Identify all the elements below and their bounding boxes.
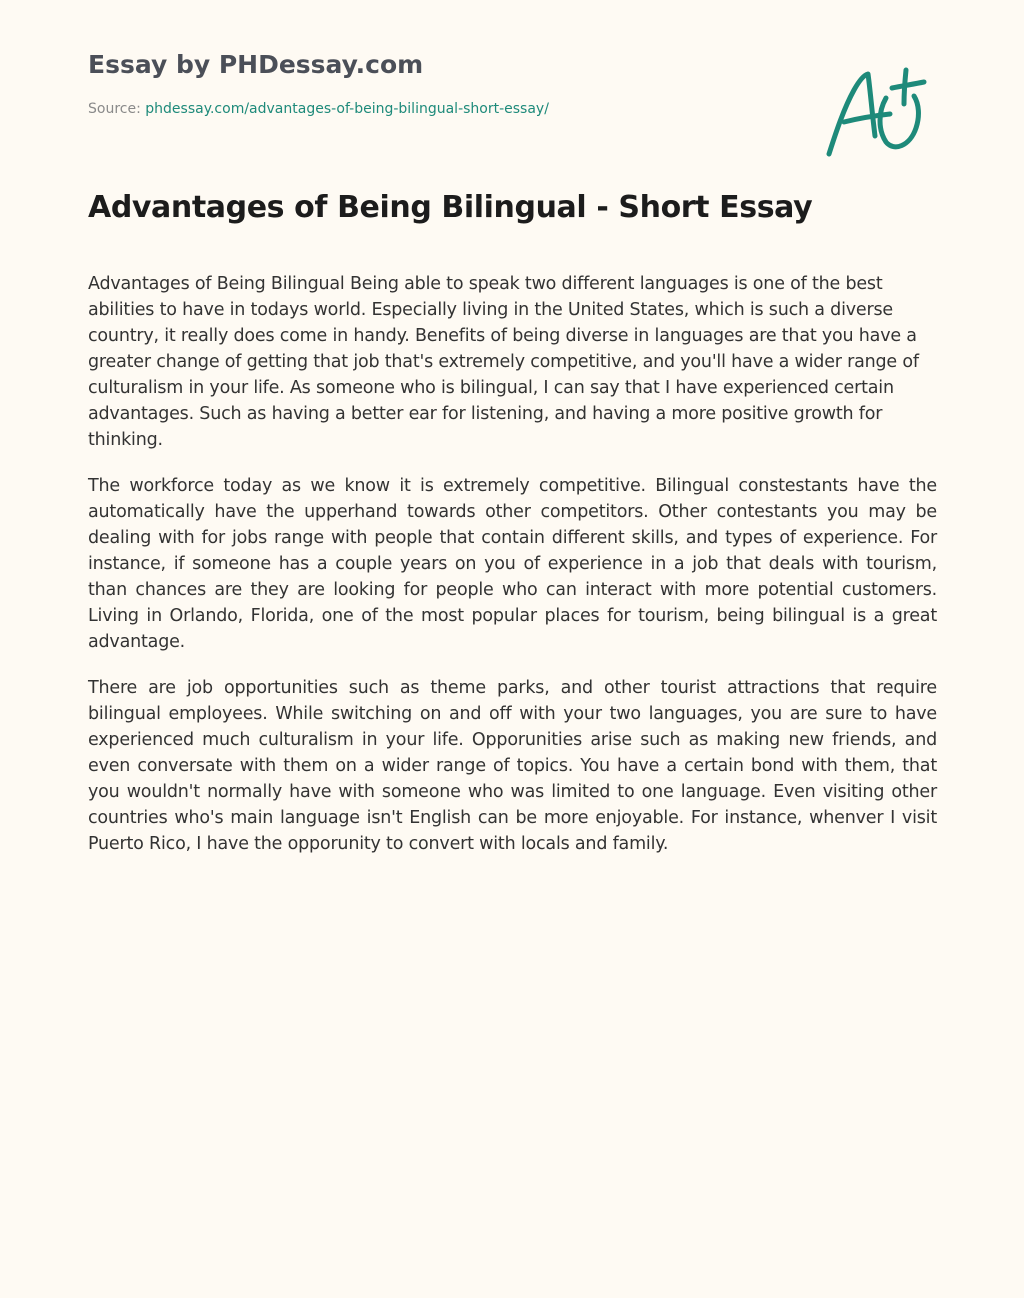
essay-body bbox=[88, 271, 937, 877]
site-brand: Essay by PHDessay.com bbox=[88, 50, 424, 79]
source-line bbox=[88, 101, 549, 117]
a-plus-grade-icon bbox=[822, 62, 930, 162]
essay-paragraph: The workforce today as we know it is extremely competitive. Bilingual constestants have the automatically have the upperhand towards other competitors. Other contestants you may be dealing with for jobs range with people that contain different skills, and types of experience. For instance, if someone has a couple years on you of experience in a job that deals with tourism, than chances are they are looking for people who can interact with more potential customers. Living in Orlando, Florida, one of the most popular places for tourism, being bilingual is a great advantage. bbox=[88, 476, 937, 652]
essay-paragraph: There are job opportunities such as theme parks, and other tourist attractions that require bilingual employees. While switching on and off with your two languages, you are sure to have experienced much culturalism in your life. Opporunities arise such as making new friends, and even conversate with them on a wider range of topics. You have a certain bond with them, that you wouldn't normally have with someone who was limited to one language. Even visiting other countries who's main language isn't English can be more enjoyable. For instance, whenver I visit Puerto Rico, I have the opporunity to convert with locals and family. bbox=[88, 678, 937, 854]
essay-paragraph: Advantages of Being Bilingual Being able to speak two different languages is one of the best abilities to have in todays world. Especially living in the United States, which is such a diverse country, it really does come in handy. Benefits of being diverse in languages are that you have a greater change of getting that job that's extremely competitive, and you'll have a wider range of culturalism in your life. As someone who is bilingual, I can say that I have experienced certain advantages. Such as having a better ear for listening, and having a more positive growth for thinking. bbox=[88, 274, 919, 450]
source-link[interactable]: phdessay.com/advantages-of-being-bilingual-short-essay/ bbox=[145, 101, 549, 117]
source-label: Source: bbox=[88, 101, 146, 117]
essay-title: Advantages of Being Bilingual - Short Essay bbox=[88, 190, 813, 225]
